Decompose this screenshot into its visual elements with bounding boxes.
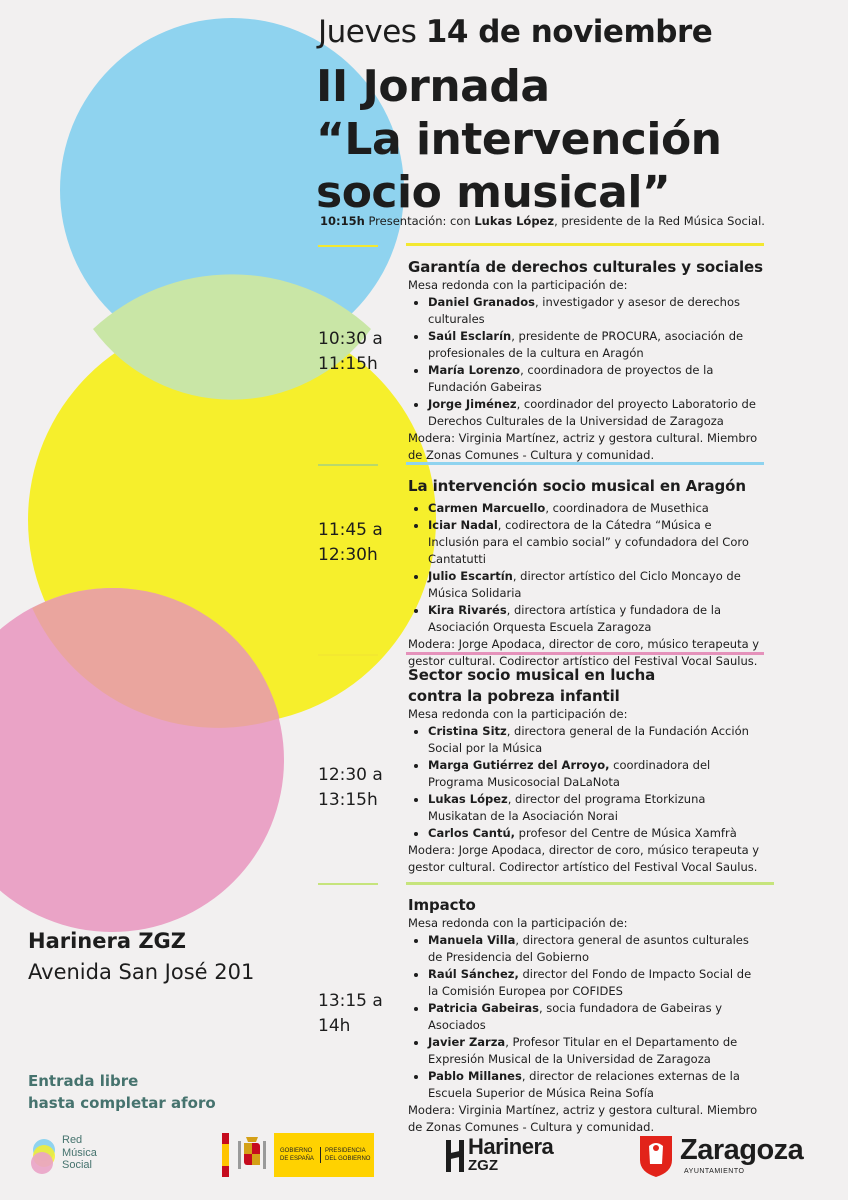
logo-line: Social	[62, 1159, 92, 1171]
participant	[428, 791, 760, 825]
participant	[428, 396, 760, 430]
green-divider	[406, 882, 774, 885]
title-line: “La intervención	[316, 114, 722, 165]
participant-role: , director artístico del Ciclo Moncayo de Música Solidaria	[428, 569, 741, 600]
spain-flag-stripe	[222, 1133, 229, 1177]
participant-list	[408, 294, 760, 430]
gobierno-logo	[222, 1133, 374, 1177]
logo-line: DE ESPAÑA	[280, 1156, 314, 1162]
participant-name: Carlos Cantú,	[428, 826, 516, 840]
yellow-tick	[318, 245, 378, 247]
logo-line: Música	[62, 1146, 97, 1159]
session-block	[408, 476, 760, 670]
spain-coat-of-arms-icon	[234, 1133, 270, 1177]
presentation-role: , presidente de la Red Música Social.	[554, 214, 765, 228]
time-end: 11:15h	[318, 354, 378, 374]
participant-name: Raúl Sánchez,	[428, 967, 519, 981]
participant	[428, 757, 760, 791]
participant-name: Julio Escartín	[428, 569, 513, 583]
session-intro: Mesa redonda con la participación de:	[408, 278, 628, 292]
session-moderator: Modera: Jorge Apodaca, director de coro, músico terapeuta y gestor cultural. Codirector artístico del Festival Vocal Saulus.	[408, 843, 760, 874]
red-musica-social-logo	[28, 1134, 128, 1178]
session-title: Impacto	[408, 896, 476, 914]
title-line: II Jornada	[316, 61, 550, 112]
session-title: Sector socio musical en lucha	[408, 666, 656, 684]
participant-role: , coordinadora de Musethica	[545, 501, 709, 515]
participant-name: María Lorenzo	[428, 363, 521, 377]
logo-line: Harinera	[468, 1134, 554, 1159]
session-intro: Mesa redonda con la participación de:	[408, 707, 628, 721]
participant-name: Lukas López	[428, 792, 508, 806]
participant-name: Saúl Esclarín	[428, 329, 512, 343]
logo-line: PRESIDENCIA	[325, 1148, 366, 1154]
participant-name: Kira Rivarés	[428, 603, 507, 617]
participant-role: profesor del Centre de Música Xamfrà	[515, 826, 737, 840]
participant-role: , presidente de PROCURA, asociación de profesionales de la cultura en Aragón	[428, 329, 744, 360]
participant-list	[408, 723, 760, 842]
presentation-text: Presentación: con	[368, 214, 471, 228]
participant	[428, 294, 760, 328]
entry-line: hasta completar aforo	[28, 1094, 216, 1112]
session-time	[318, 518, 383, 568]
session-block	[408, 257, 763, 464]
logo-line: AYUNTAMIENTO	[684, 1168, 745, 1175]
time-end: 12:30h	[318, 545, 378, 565]
red-musica-social-icon	[28, 1136, 62, 1176]
participant	[428, 362, 760, 396]
participant-list	[408, 932, 760, 1102]
time-start: 13:15 a	[318, 991, 383, 1011]
entry-line: Entrada libre	[28, 1072, 139, 1090]
session-block	[408, 895, 760, 1136]
session-title: Garantía de derechos culturales y sociales	[408, 258, 763, 276]
session-title: La intervención socio musical en Aragón	[408, 477, 746, 495]
session-intro: Mesa redonda con la participación de:	[408, 916, 628, 930]
time-end: 13:15h	[318, 790, 378, 810]
session-moderator: Modera: Jorge Apodaca, director de coro, músico terapeuta y gestor cultural. Codirector artístico del Festival Vocal Saulus.	[408, 637, 760, 668]
participant-role: , directora general de la Fundación Acción Social por la Música	[428, 724, 749, 755]
participant-role: , directora general de asuntos culturales de Presidencia del Gobierno	[428, 933, 749, 964]
logo-line: Zaragoza	[680, 1134, 804, 1166]
participant	[428, 1000, 760, 1034]
participant-role: director del Fondo de Impacto Social de la Comisión Europea por COFIDES	[428, 967, 752, 998]
participant-name: Manuela Villa	[428, 933, 516, 947]
session-time	[318, 763, 383, 813]
zaragoza-logo	[638, 1134, 828, 1180]
participant	[428, 966, 760, 1000]
presentation-line	[320, 214, 765, 228]
session-title-line2: contra la pobreza infantil	[408, 687, 620, 705]
participant-name: Javier Zarza	[428, 1035, 506, 1049]
participant-role: , socia fundadora de Gabeiras y Asociados	[428, 1001, 723, 1032]
participant-role: , directora artística y fundadora de la Asociación Orquesta Escuela Zaragoza	[428, 603, 721, 634]
participant	[428, 568, 760, 602]
session-time	[318, 989, 383, 1039]
time-start: 12:30 a	[318, 765, 383, 785]
time-start: 10:30 a	[318, 329, 383, 349]
page-title	[316, 60, 722, 219]
participant-name: Daniel Granados	[428, 295, 535, 309]
zaragoza-shield-icon	[638, 1134, 674, 1178]
participant-name: Patricia Gabeiras	[428, 1001, 539, 1015]
event-date-value: 14 de noviembre	[425, 14, 713, 50]
blue-tick	[318, 464, 378, 466]
participant	[428, 500, 760, 517]
logo-line: Red	[62, 1134, 83, 1146]
presentation-name: Lukas López	[474, 214, 555, 228]
time-end: 14h	[318, 1016, 351, 1036]
participant-role: , director del programa Etorkizuna Musikatan de la Asociación Norai	[428, 792, 706, 823]
participant-role: , director de relaciones externas de la Escuela Superior de Música Reina Sofía	[428, 1069, 740, 1100]
time-start: 11:45 a	[318, 520, 383, 540]
participant	[428, 825, 760, 842]
participant-name: Iciar Nadal	[428, 518, 498, 532]
participant-role: coordinadora del Programa Musicosocial DaLaNota	[428, 758, 711, 789]
participant-role: , investigador y asesor de derechos culturales	[428, 295, 741, 326]
venue-address: Avenida San José 201	[28, 960, 255, 984]
participant-name: Pablo Millanes	[428, 1069, 522, 1083]
participant-role: , Profesor Titular en el Departamento de Expresión Musical de la Universidad de Zaragoza	[428, 1035, 738, 1066]
participant	[428, 602, 760, 636]
participant	[428, 1068, 760, 1102]
venue-name: Harinera ZGZ	[28, 929, 187, 953]
entry-info	[28, 1070, 216, 1114]
session-moderator: Modera: Virginia Martínez, actriz y gestora cultural. Miembro de Zonas Comunes - Cultura y comunidad.	[408, 1103, 758, 1134]
session-time	[318, 327, 383, 377]
session-block	[408, 665, 760, 876]
participant	[428, 723, 760, 757]
participant	[428, 932, 760, 966]
session-moderator: Modera: Virginia Martínez, actriz y gestora cultural. Miembro de Zonas Comunes - Cultura y comunidad.	[408, 431, 758, 462]
participant-role: , coordinadora de proyectos de la Fundación Gabeiras	[428, 363, 714, 394]
logo-line: ZGZ	[468, 1157, 498, 1174]
logo-line: DEL GOBIERNO	[325, 1156, 371, 1162]
participant	[428, 517, 760, 568]
participant-name: Marga Gutiérrez del Arroyo,	[428, 758, 610, 772]
green-tick	[318, 883, 378, 885]
participant	[428, 1034, 760, 1068]
participant	[428, 328, 760, 362]
pink-tick	[318, 654, 378, 656]
venue-block	[28, 926, 254, 988]
participant-role: , coordinador del proyecto Laboratorio de Derechos Culturales de la Universidad de Zaragoza	[428, 397, 756, 428]
harinera-mark-icon	[444, 1136, 470, 1176]
participant-list	[408, 500, 760, 636]
presentation-time: 10:15h	[320, 214, 365, 228]
title-line: socio musical”	[316, 167, 671, 218]
harinera-logo	[444, 1136, 584, 1180]
logo-line: GOBIERNO	[280, 1148, 313, 1154]
event-date	[318, 14, 712, 50]
participant-name: Carmen Marcuello	[428, 501, 546, 515]
participant-name: Jorge Jiménez	[428, 397, 517, 411]
event-day: Jueves	[318, 14, 417, 50]
participant-name: Cristina Sitz	[428, 724, 507, 738]
yellow-divider	[406, 243, 764, 246]
participant-role: , codirectora de la Cátedra “Música e Inclusión para el cambio social” y cofundadora del Coro Cantatutti	[428, 518, 749, 566]
